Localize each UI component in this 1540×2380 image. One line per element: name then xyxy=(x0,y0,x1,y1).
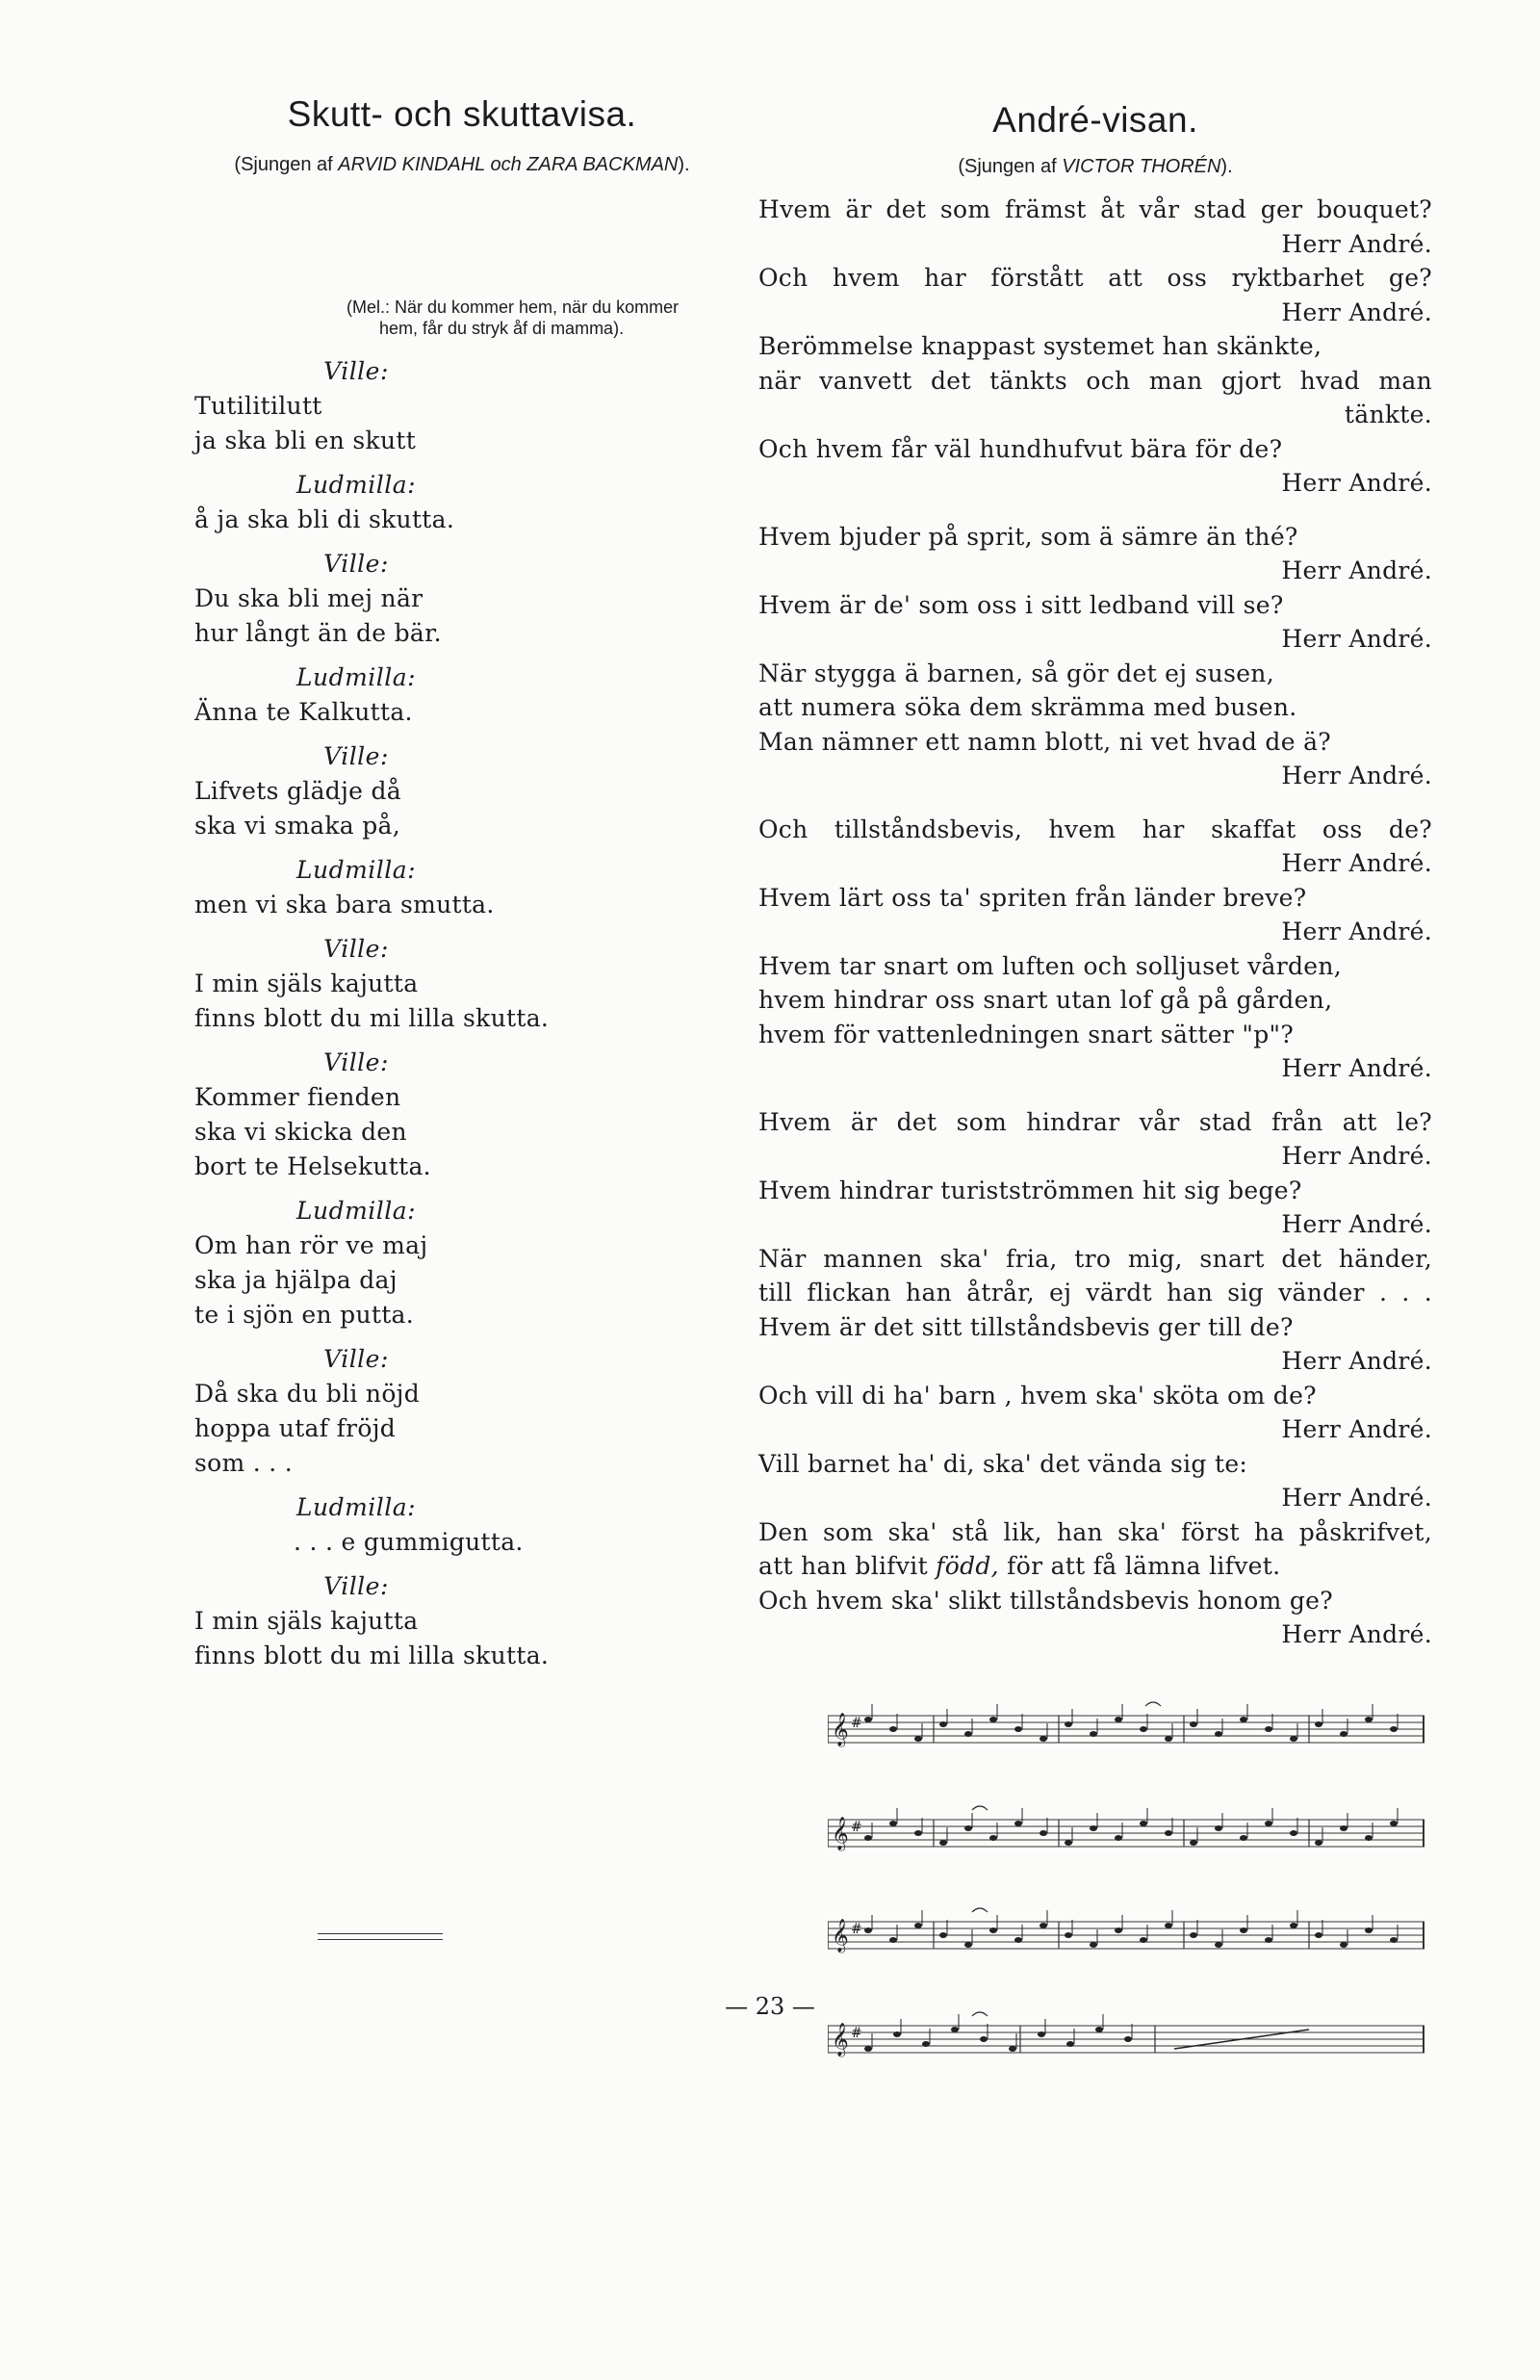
verse-line: Du ska bli mej när xyxy=(194,584,424,612)
key-sharp: # xyxy=(851,1716,862,1731)
stanza-line: Hvem är det sitt tillståndsbevis ger till de? xyxy=(758,1312,1294,1341)
verse-line: Lifvets glädje då xyxy=(194,777,401,805)
stanza-line: Hvem tar snart om luften och solljuset vården, xyxy=(758,951,1343,980)
note-head xyxy=(1009,2046,1016,2052)
dialogue-block xyxy=(164,853,760,922)
note-head xyxy=(914,1736,922,1742)
speaker-name: Ludmilla: xyxy=(295,1493,417,1521)
stanza xyxy=(758,1105,1432,1652)
verse xyxy=(164,695,760,730)
refrain-line: Herr André. xyxy=(1281,918,1432,945)
key-sharp: # xyxy=(851,1922,862,1937)
stanza-line: Hvem bjuder på sprit, som ä sämre än thé? xyxy=(758,522,1298,551)
note-head xyxy=(1038,2031,1045,2037)
dialogue-block xyxy=(164,547,760,651)
note-head xyxy=(1040,1923,1047,1928)
dialogue-block xyxy=(164,354,760,458)
note-head xyxy=(1365,1835,1373,1841)
note-head xyxy=(1065,1840,1072,1846)
fermata xyxy=(972,1908,988,1912)
stanza-line: Hvem lärt oss ta' spriten från länder breve? xyxy=(758,883,1307,912)
note-head xyxy=(1240,1717,1247,1722)
note-head xyxy=(1115,1927,1122,1933)
stanza-line: Hvem är det som främst åt vår stad ger bouquet? xyxy=(758,195,1432,223)
note-head xyxy=(922,2041,930,2047)
refrain-line: Herr André. xyxy=(1281,1210,1432,1238)
refrain-line: Herr André. xyxy=(1281,1484,1432,1512)
verse xyxy=(164,1525,760,1560)
note-head xyxy=(1365,1927,1373,1933)
note-head xyxy=(1014,1726,1022,1732)
speaker-name: Ville: xyxy=(323,550,389,578)
divider-top xyxy=(318,1933,443,1934)
right-song-credit: (Sjungen af VICTOR THORÉN). xyxy=(958,156,1233,177)
dialogue-block xyxy=(164,1342,760,1481)
stanza-line: Och vill di ha' barn , hvem ska' sköta om de? xyxy=(758,1381,1317,1410)
speaker-name: Ville: xyxy=(323,935,389,963)
refrain-line: Herr André. xyxy=(1281,1415,1432,1443)
fermata xyxy=(972,2012,988,2016)
verse-line: ska vi smaka på, xyxy=(194,812,400,840)
note-head xyxy=(1365,1717,1373,1722)
dialogue-block xyxy=(164,1194,760,1332)
note-head xyxy=(1140,1821,1147,1826)
verse-line: bort te Helsekutta. xyxy=(194,1152,431,1180)
verse-line: . . . e gummigutta. xyxy=(294,1528,524,1556)
stanza-line: Man nämner ett namn blott, ni vet hvad de ä? xyxy=(758,727,1331,756)
refrain-line: Herr André. xyxy=(1281,762,1432,789)
right-song-title: André-visan. xyxy=(992,100,1198,140)
sheet-music xyxy=(828,1687,1424,2380)
stanza-line: Hvem är de' som oss i sitt ledband vill se? xyxy=(758,590,1284,619)
note-head xyxy=(939,1932,947,1938)
refrain-line: Herr André. xyxy=(1281,1347,1432,1375)
refrain-line: Herr André. xyxy=(1281,298,1432,326)
note-head xyxy=(1315,1840,1322,1846)
dialogue-block xyxy=(164,1490,760,1560)
fermata xyxy=(1145,1702,1161,1706)
note-head xyxy=(1290,1736,1297,1742)
verse-line: finns blott du mi lilla skutta. xyxy=(194,1004,550,1032)
note-head xyxy=(1215,1731,1222,1737)
stanza-line: Hvem hindrar turistströmmen hit sig bege? xyxy=(758,1176,1302,1204)
refrain-line: Herr André. xyxy=(1281,849,1432,877)
dialogue-block xyxy=(164,660,760,730)
verse-line: Änna te Kalkutta. xyxy=(194,698,413,726)
note-head xyxy=(1390,1821,1398,1826)
note-head xyxy=(914,1923,922,1928)
note-head xyxy=(939,1721,947,1727)
dialogue-block xyxy=(164,932,760,1036)
note-head xyxy=(1315,1721,1322,1727)
note-head xyxy=(1065,1932,1072,1938)
note-head xyxy=(864,1835,872,1841)
verse-line: I min själs kajutta xyxy=(194,1607,419,1635)
refrain-line: Herr André. xyxy=(1281,1620,1432,1648)
stanza-line: Och hvem ska' slikt tillståndsbevis honom ge? xyxy=(758,1586,1333,1615)
verse xyxy=(164,1604,760,1673)
stanza xyxy=(758,520,1432,793)
verse-line: som . . . xyxy=(194,1449,293,1477)
refrain-line: Herr André. xyxy=(1281,1054,1432,1082)
note-head xyxy=(1065,1721,1072,1727)
note-head xyxy=(1090,1942,1097,1948)
verse-line: ska ja hjälpa daj xyxy=(194,1266,398,1294)
note-head xyxy=(1140,1726,1147,1732)
note-head xyxy=(989,1927,997,1933)
note-head xyxy=(1290,1830,1297,1836)
stanza-line: att numera söka dem skrämma med busen. xyxy=(758,693,1297,721)
note-head xyxy=(1265,1937,1272,1943)
note-head xyxy=(864,1717,872,1722)
key-sharp: # xyxy=(851,2026,862,2041)
stanza-line: Och hvem får väl hundhufvut bära för de? xyxy=(758,434,1283,463)
verse-line: finns blott du mi lilla skutta. xyxy=(194,1642,550,1669)
verse xyxy=(164,389,760,458)
verse-line: I min själs kajutta xyxy=(194,970,419,997)
verse-line: te i sjön en putta. xyxy=(194,1301,415,1329)
note-head xyxy=(1265,1726,1272,1732)
refrain-line: Herr André. xyxy=(1281,229,1432,258)
stanza-line: till flickan han åtrår, ej värdt han sig vänder . . . xyxy=(758,1279,1432,1306)
verse-line: ska vi skicka den xyxy=(194,1118,407,1146)
note-head xyxy=(951,2027,959,2032)
note-head xyxy=(864,1927,872,1933)
divider-bottom xyxy=(318,1939,443,1940)
treble-clef: 𝄞 xyxy=(832,1817,849,1850)
treble-clef: 𝄞 xyxy=(832,1919,849,1953)
note-head xyxy=(914,1830,922,1836)
melody-note xyxy=(346,297,712,339)
note-head xyxy=(1190,1932,1197,1938)
stanza xyxy=(758,193,1432,501)
refrain-line: tänkte. xyxy=(1344,401,1432,428)
verse xyxy=(164,967,760,1036)
verse-line: hoppa utaf fröjd xyxy=(194,1414,397,1442)
stanzas xyxy=(758,193,1432,1671)
dialogue xyxy=(164,354,760,1683)
verse-line: Om han rör ve maj xyxy=(194,1231,428,1259)
speaker-name: Ludmilla: xyxy=(295,1197,417,1225)
verse-line: ja ska bli en skutt xyxy=(194,427,417,454)
note-head xyxy=(1315,1932,1322,1938)
note-head xyxy=(989,1717,997,1722)
note-head xyxy=(1095,2027,1103,2032)
dialogue-block xyxy=(164,1569,760,1673)
page-number: — 23 — xyxy=(725,1993,815,2020)
stanza-line: När stygga ä barnen, så gör det ej susen, xyxy=(758,659,1274,687)
note-head xyxy=(1040,1830,1047,1836)
note-head xyxy=(1290,1923,1297,1928)
verse-line: men vi ska bara smutta. xyxy=(194,891,495,918)
staves xyxy=(828,1702,1424,2057)
stanza-line: när vanvett det tänkts och man gjort hvad man xyxy=(758,366,1432,395)
note-head xyxy=(893,2031,901,2037)
refrain-line: Herr André. xyxy=(1281,556,1432,584)
note-head xyxy=(1190,1721,1197,1727)
refrain-line: Herr André. xyxy=(1281,1142,1432,1170)
melody-line-2: hem, får du stryk åf di mamma). xyxy=(379,319,625,338)
speaker-name: Ludmilla: xyxy=(295,856,417,884)
verse-line: Då ska du bli nöjd xyxy=(194,1380,421,1408)
refrain-line: Herr André. xyxy=(1281,625,1432,653)
stanza xyxy=(758,813,1432,1086)
verse-line: Kommer fienden xyxy=(194,1083,401,1111)
stanza-line: Berömmelse knappast systemet han skänkte, xyxy=(758,332,1322,360)
note-head xyxy=(864,2046,872,2052)
note-head xyxy=(1190,1840,1197,1846)
note-head xyxy=(889,1726,897,1732)
refrain-line: Herr André. xyxy=(1281,469,1432,497)
note-head xyxy=(964,1731,972,1737)
stanza-line: att han blifvit född, för att få lämna lifvet. xyxy=(758,1552,1281,1580)
note-head xyxy=(1390,1726,1398,1732)
verse-line: å ja ska bli di skutta. xyxy=(194,505,455,533)
speaker-name: Ludmilla: xyxy=(295,471,417,499)
verse xyxy=(164,774,760,843)
key-sharp: # xyxy=(851,1820,862,1835)
note-head xyxy=(1340,1731,1348,1737)
speaker-name: Ville: xyxy=(323,1572,389,1600)
speaker-name: Ville: xyxy=(323,1345,389,1373)
verse xyxy=(164,1377,760,1481)
speaker-name: Ville: xyxy=(323,1048,389,1076)
note-head xyxy=(939,1840,947,1846)
note-head xyxy=(1014,1937,1022,1943)
note-head xyxy=(1115,1835,1122,1841)
dialogue-block xyxy=(164,1046,760,1184)
note-head xyxy=(1215,1942,1222,1948)
treble-clef: 𝄞 xyxy=(832,1713,849,1746)
note-head xyxy=(1390,1937,1398,1943)
speaker-name: Ludmilla: xyxy=(295,663,417,691)
note-head xyxy=(1066,2041,1074,2047)
stanza-line: hvem för vattenledningen snart sätter "p"? xyxy=(758,1020,1295,1048)
stanza-line: När mannen ska' fria, tro mig, snart det händer, xyxy=(758,1244,1432,1273)
dialogue-block xyxy=(164,468,760,537)
melody-line-1: (Mel.: När du kommer hem, när du kommer xyxy=(346,298,680,317)
left-song-title: Skutt- och skuttavisa. xyxy=(287,94,637,134)
note-head xyxy=(964,1942,972,1948)
treble-clef: 𝄞 xyxy=(832,2023,849,2057)
speaker-name: Ville: xyxy=(323,742,389,770)
note-head xyxy=(964,1825,972,1831)
note-head xyxy=(1040,1736,1047,1742)
left-song-credit: (Sjungen af ARVID KINDAHL och ZARA BACKMAN). xyxy=(234,154,690,175)
note-head xyxy=(1090,1731,1097,1737)
verse xyxy=(164,888,760,922)
dialogue-block xyxy=(164,739,760,843)
stanza-line: Och tillståndsbevis, hvem har skaffat oss de? xyxy=(758,815,1432,843)
note-head xyxy=(1165,1736,1172,1742)
note-head xyxy=(1115,1717,1122,1722)
note-head xyxy=(1240,1835,1247,1841)
verse xyxy=(164,1229,760,1332)
verse xyxy=(164,1080,760,1184)
note-head xyxy=(889,1821,897,1826)
note-head xyxy=(1340,1942,1348,1948)
note-head xyxy=(889,1937,897,1943)
note-head xyxy=(1240,1927,1247,1933)
stanza-line: Vill barnet ha' di, ska' det vända sig te: xyxy=(758,1449,1248,1478)
note-head xyxy=(1165,1923,1172,1928)
note-head xyxy=(1140,1937,1147,1943)
stanza-line: hvem hindrar oss snart utan lof gå på gården, xyxy=(758,986,1333,1014)
verse xyxy=(164,503,760,537)
stanza-line: Och hvem har förstått att oss ryktbarhet ge? xyxy=(758,264,1432,292)
stanza-line: Den som ska' stå lik, han ska' först ha påskrifvet, xyxy=(758,1517,1432,1546)
verse-line: Tutilitilutt xyxy=(194,392,322,420)
fermata xyxy=(972,1806,988,1810)
verse-line: hur långt än de bär. xyxy=(194,619,442,647)
note-head xyxy=(989,1835,997,1841)
note-head xyxy=(980,2036,988,2042)
note-head xyxy=(1124,2036,1132,2042)
verse xyxy=(164,582,760,651)
note-head xyxy=(1014,1821,1022,1826)
note-head xyxy=(1265,1821,1272,1826)
note-head xyxy=(1215,1825,1222,1831)
note-head xyxy=(1165,1830,1172,1836)
speaker-name: Ville: xyxy=(323,357,389,385)
note-head xyxy=(1340,1825,1348,1831)
stanza-line: Hvem är det som hindrar vår stad från att le? xyxy=(758,1107,1432,1136)
note-head xyxy=(1090,1825,1097,1831)
